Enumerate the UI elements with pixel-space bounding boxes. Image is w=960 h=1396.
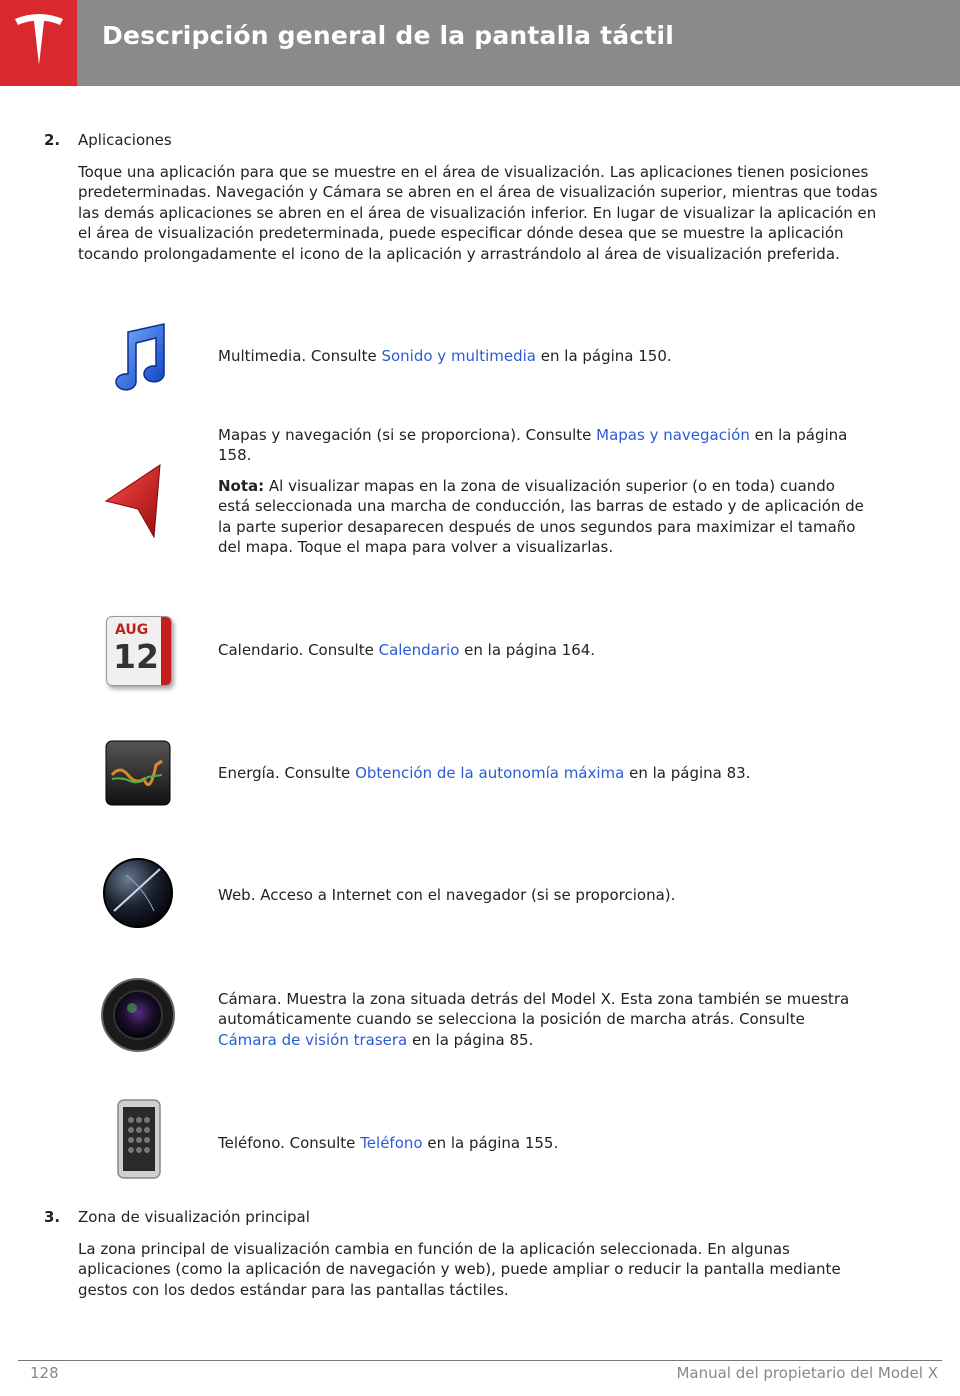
camera-lens-icon — [98, 975, 180, 1057]
link-sonido-multimedia[interactable]: Sonido y multimedia — [381, 347, 536, 365]
calendar-day: 12 — [113, 637, 159, 676]
page-number: 128 — [30, 1364, 59, 1382]
app-desc-page: en la página 150. — [536, 347, 672, 365]
footer-divider — [18, 1360, 942, 1361]
app-desc-energy — [218, 763, 868, 783]
app-desc-camera — [218, 989, 868, 1050]
app-desc-text: Multimedia. Consulte — [218, 347, 382, 365]
item-title: Zona de visualización principal — [78, 1208, 310, 1226]
note-label: Nota: — [218, 476, 265, 495]
footer-title: Manual del propietario del Model X — [676, 1364, 938, 1382]
app-desc-text: Energía. Consulte — [218, 764, 356, 782]
navigation-arrow-icon — [98, 463, 180, 545]
app-desc-calendar — [218, 640, 868, 660]
link-calendario[interactable]: Calendario — [378, 641, 460, 659]
item-body: La zona principal de visualización cambia en función de la aplicación seleccionada. En algunas aplicaciones (como la aplicación de navegación y web), puede ampliar o reducir la pantalla mediante gestos con los dedos estándar para las pantallas táctiles. — [78, 1240, 841, 1299]
web-globe-icon — [98, 855, 180, 937]
note-text: Al visualizar mapas en la zona de visualización superior (o en toda) cuando está seleccionada una marcha de conducción, las barras de estado y de aplicación de la parte superior desaparecen después de unos segundos para maximizar el tamaño del mapa. Toque el mapa para volver a visualizarlas. — [218, 476, 864, 557]
app-desc-media — [218, 346, 868, 366]
app-desc-maps — [218, 425, 868, 567]
music-note-icon — [98, 318, 180, 400]
link-mapas-navegacion[interactable]: Mapas y navegación — [596, 426, 750, 444]
item-number: 3. — [44, 1208, 61, 1226]
calendar-icon — [98, 612, 180, 694]
app-desc-page: en la página 83. — [624, 764, 751, 782]
app-desc-page: en la página 155. — [422, 1134, 559, 1152]
app-desc-page: en la página 85. — [407, 1030, 534, 1049]
item-title: Aplicaciones — [78, 131, 172, 149]
calendar-binding — [161, 617, 171, 685]
tesla-logo-icon — [13, 13, 65, 73]
phone-keypad-icon — [98, 1098, 180, 1180]
link-camara-vision-trasera[interactable]: Cámara de visión trasera — [218, 1030, 408, 1049]
app-desc-phone — [218, 1133, 868, 1153]
app-desc-text: Teléfono. Consulte — [218, 1134, 361, 1152]
page-title: Descripción general de la pantalla táctil — [102, 21, 675, 50]
app-desc-page: en la página 164. — [459, 641, 596, 659]
link-telefono[interactable]: Teléfono — [360, 1134, 423, 1152]
energy-graph-icon — [98, 735, 180, 817]
app-desc-page: en la página 158. — [218, 426, 848, 465]
app-desc-text: Cámara. Muestra la zona situada detrás del Model X. Esta zona también se muestra automáticamente cuando se selecciona la posición de marcha atrás. Consulte — [218, 990, 850, 1029]
calendar-page — [106, 616, 172, 686]
page-header — [0, 0, 960, 86]
logo-box — [0, 0, 77, 86]
item-body: Toque una aplicación para que se muestre en el área de visualización. Las aplicaciones tienen posiciones predeterminadas. Navegación y Cámara se abren en el área de visualización superior, mientras que todas las demás aplicaciones se abren en el área de visualización inferior. En lugar de visualizar la aplicación en el área de visualización predeterminada, puede especificar dónde desea que se muestre la aplicación tocando prolongadamente el icono de la aplicación y arrastrándolo al área de visualización preferida. — [78, 163, 878, 263]
app-desc-text: Mapas y navegación (si se proporciona). Consulte — [218, 426, 597, 444]
app-desc-web: Web. Acceso a Internet con el navegador (si se proporciona). — [218, 886, 676, 904]
item-number: 2. — [44, 131, 61, 149]
link-autonomia-maxima[interactable]: Obtención de la autonomía máxima — [355, 764, 625, 782]
app-desc-text: Calendario. Consulte — [218, 641, 379, 659]
calendar-month: AUG — [115, 622, 149, 638]
